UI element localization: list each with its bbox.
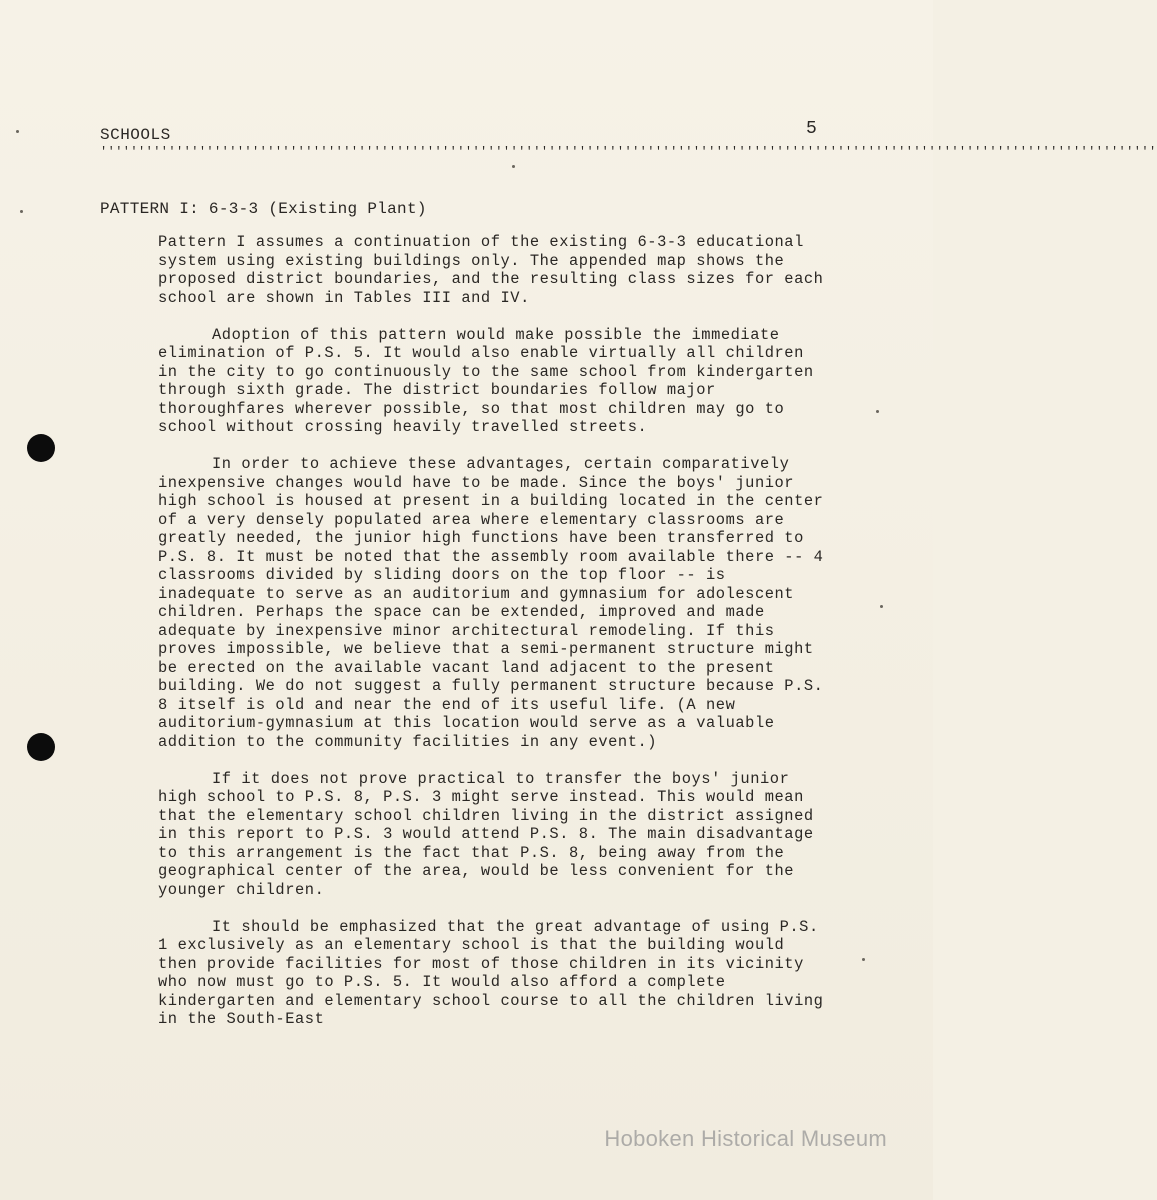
paragraph-advantages: In order to achieve these advantages, certain comparatively inexpensive changes would have to be made. Since the boys' junior high school is housed at present in a building located in the center of a very densely populated area where elementary classrooms are greatly needed, the junior high functions have been transferred to P.S. 8. It must be noted that the assembly room available there -- 4 classrooms divided by sliding doors on the top floor -- is inadequate to serve as an auditorium and gymnasium for adolescent children. Perhaps the space can be extended, improved and made adequate by inexpensive minor architectural remodeling. If this proves impossible, we believe that a semi-permanent structure might be erected on the available vacant land adjacent to the present building. We do not suggest a fully permanent structure because P.S. 8 itself is old and near the end of its useful life. (A new auditorium-gymnasium at this location would serve as a valuable addition to the community facilities in any event.) [158, 455, 824, 751]
paper-speck [16, 130, 19, 133]
paper-speck [876, 410, 879, 413]
paper-speck [862, 958, 865, 961]
paragraph-pattern-intro: Pattern I assumes a continuation of the existing 6-3-3 educational system using existing buildings only. The appended map shows the proposed district boundaries, and the resulting class sizes for each school are shown in Tables III and IV. [158, 233, 824, 307]
page-number: 5 [806, 119, 817, 139]
tick-mark-rule: ''''''''''''''''''''''''''''''''''''''''''''''''''''''''''''''''''''''''''''''''''''''''''''''''''''''''''''''''''''''''''''''''''''''''''' [100, 145, 1157, 159]
body-text [158, 233, 833, 1047]
pattern-heading: PATTERN I: 6-3-3 (Existing Plant) [100, 200, 427, 218]
punch-hole-lower [27, 733, 55, 761]
paper-speck [20, 210, 23, 213]
paragraph-emphasis: It should be emphasized that the great advantage of using P.S. 1 exclusively as an elementary school is that the building would then provide facilities for most of those children in its vicinity who now must go to P.S. 5. It would also afford a complete kindergarten and elementary school course to all the children living in the South-East [158, 917, 824, 1028]
paragraph-adoption: Adoption of this pattern would make possible the immediate elimination of P.S. 5. It would also enable virtually all children in the city to go continuously to the same school from kindergarten through sixth grade. The district boundaries follow major thoroughfares wherever possible, so that most children may go to school without crossing heavily travelled streets. [158, 325, 814, 436]
paper-speck [880, 605, 883, 608]
paper-speck [512, 165, 515, 168]
section-header-label: SCHOOLS [100, 126, 171, 144]
museum-watermark: Hoboken Historical Museum [604, 1126, 887, 1151]
paragraph-alternative: If it does not prove practical to transfer the boys' junior high school to P.S. 8, P.S. 3 might serve instead. This would mean that the elementary school children living in the district assigned in this report to P.S. 3 would attend P.S. 8. The main disadvantage to this arrangement is the fact that P.S. 8, being away from the geographical center of the area, would be less convenient for the younger children. [158, 769, 814, 899]
punch-hole-upper [27, 434, 55, 462]
